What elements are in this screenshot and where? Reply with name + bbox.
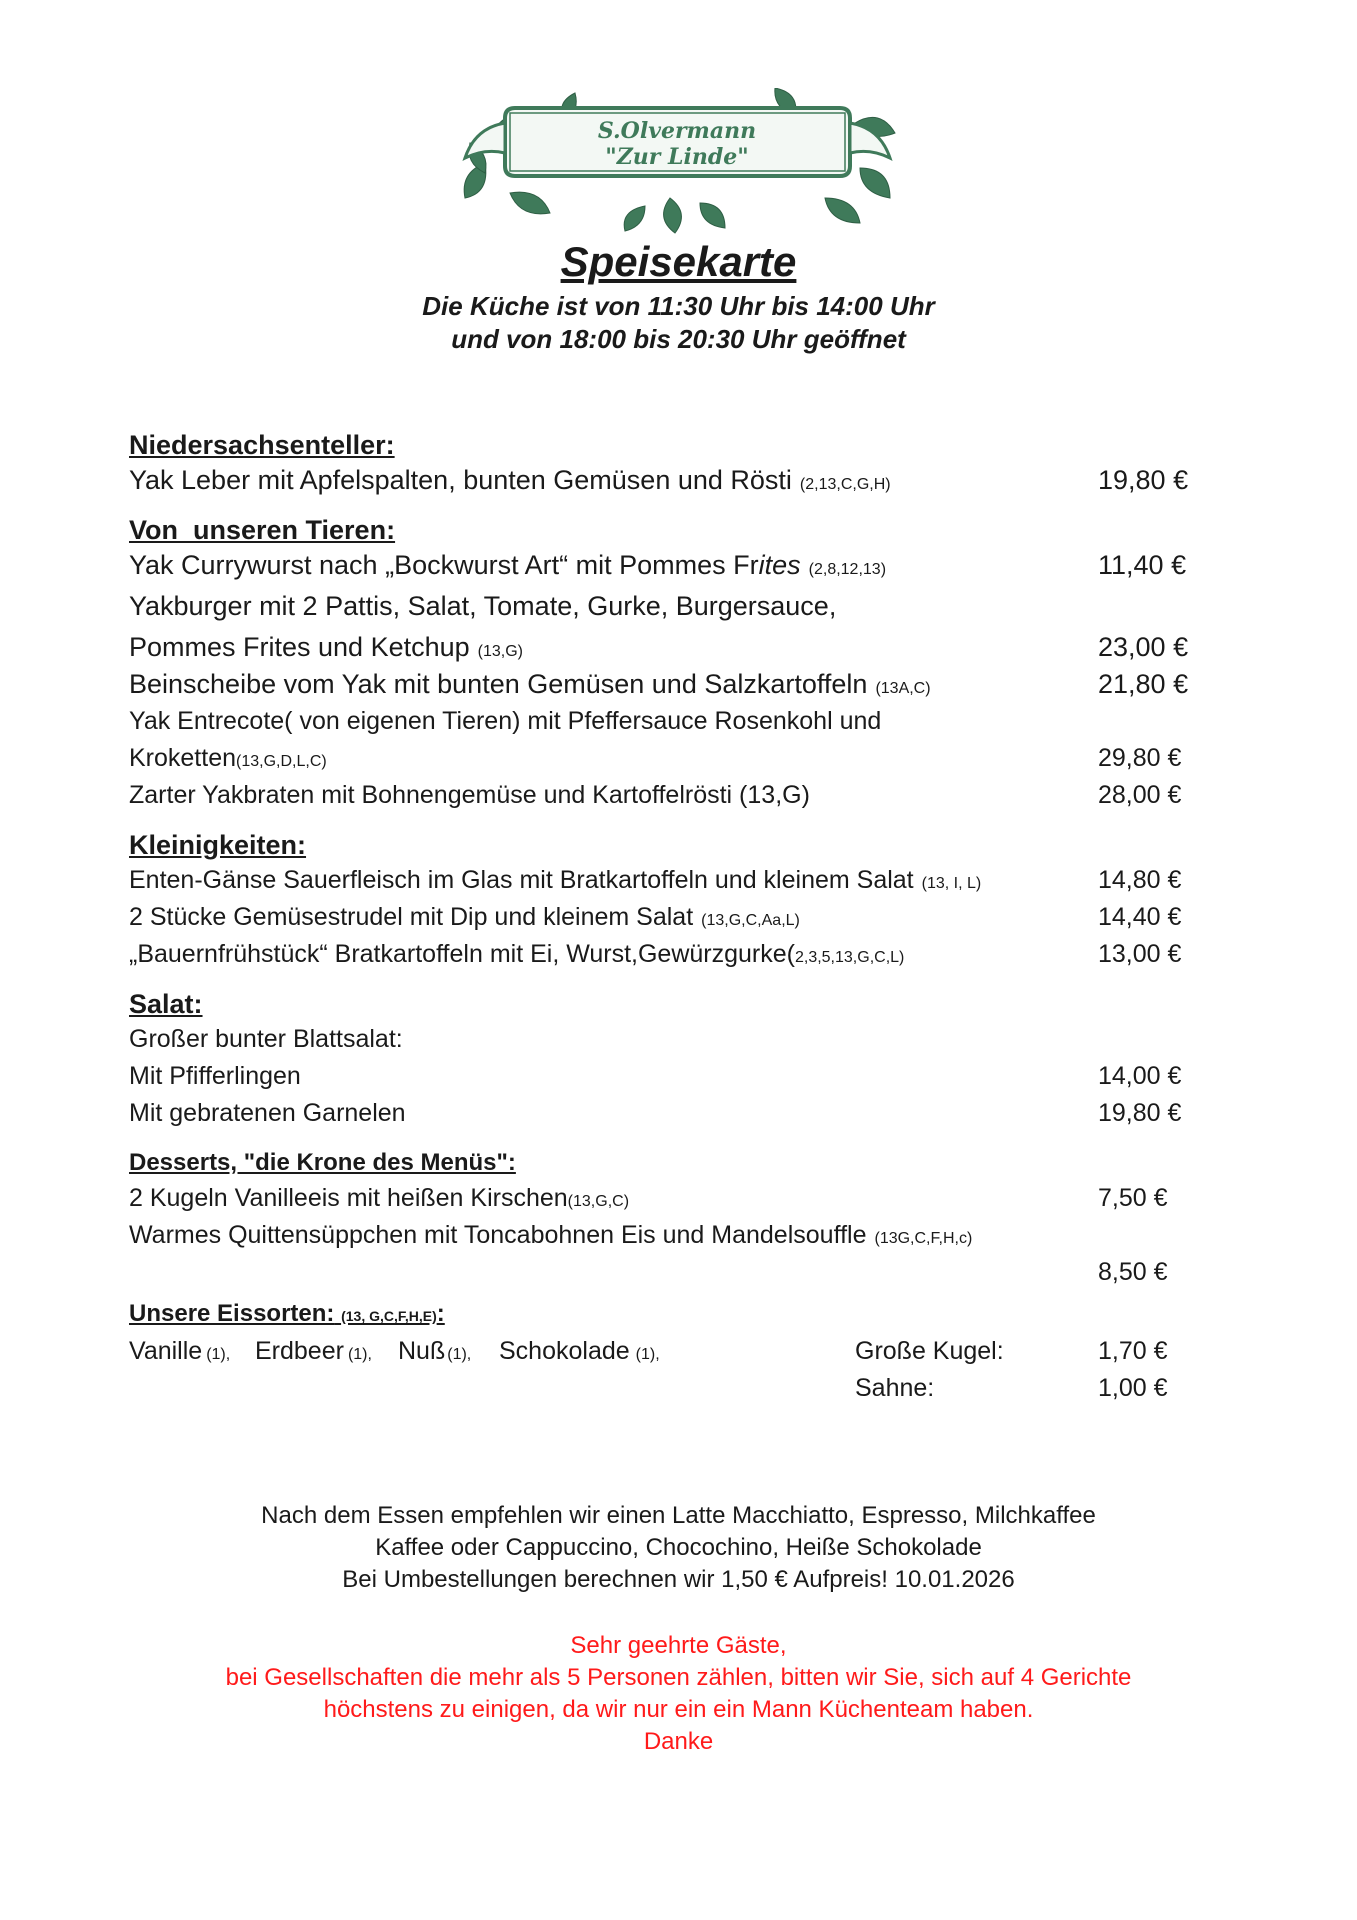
item-name: Zarter Yakbraten mit Bohnengemüse und Kartoffelrösti (13,G) [129,781,810,809]
item-allergens: (13A,C) [875,680,931,697]
item-price: 14,40 € [1098,903,1182,931]
section-heading-kleinigkeiten: Kleinigkeiten: [129,830,307,860]
menu-item [129,1217,1219,1254]
menu-item [129,1180,1219,1217]
svg-text:"Zur Linde": "Zur Linde" [605,144,749,170]
section-heading-niedersachsen: Niedersachsenteller: [129,430,395,460]
item-name: Pommes Frites und Ketchup [129,632,470,662]
item-price: 8,50 € [1098,1258,1168,1286]
opening-hours-line-2: und von 18:00 bis 20:30 Uhr geöffnet [451,324,906,354]
item-allergens: (13,G) [477,643,523,660]
ice-price: 1,70 € [1098,1337,1168,1365]
notice-line: Sehr geehrte Gäste, [570,1632,787,1659]
item-allergens: (13,G,C,Aa,L) [701,912,800,929]
item-price: 28,00 € [1098,781,1182,809]
item-name: Mit gebratenen Garnelen [129,1099,406,1127]
section-heading-desserts: Desserts, "die Krone des Menüs": [129,1149,516,1176]
item-name: Kroketten [129,744,237,772]
section-heading-salat: Salat: [129,989,203,1019]
item-name: „Bauernfrühstück“ Bratkartoffeln mit Ei, Wurst,Gewürzgurke( [129,940,795,968]
item-name-italic: ites [758,550,801,580]
item-name: Warmes Quittensüppchen mit Toncabohnen Eis und Mandelsouffle [129,1221,867,1249]
svg-text:S.Olvermann: S.Olvermann [597,118,757,144]
menu-item [129,629,1219,666]
footer-line: Bei Umbestellungen berechnen wir 1,50 € Aufpreis! 10.01.2026 [342,1566,1015,1593]
item-price: 11,40 € [1098,550,1187,580]
item-price: 14,80 € [1098,866,1182,894]
notice-line: bei Gesellschaften die mehr als 5 Personen zählen, bitten wir Sie, sich auf 4 Gerichte [225,1664,1132,1691]
menu-item [129,936,1219,973]
menu-item [129,666,1219,703]
footer-line: Nach dem Essen empfehlen wir einen Latte Macchiatto, Espresso, Milchkaffee [261,1502,1096,1529]
menu-item [129,899,1219,936]
menu-item [129,588,1219,625]
item-price: 19,80 € [1098,465,1189,495]
menu-item [129,462,1219,499]
ice-price-label: Große Kugel: [855,1337,1004,1365]
page-title: Speisekarte [560,238,797,285]
menu-item [129,777,1219,814]
section-heading-eis: Unsere Eissorten: (13, G,C,F,H,E): [129,1300,445,1327]
item-allergens: (13G,C,F,H,c) [874,1230,973,1247]
item-name: 2 Stücke Gemüsestrudel mit Dip und kleinem Salat [129,903,694,931]
item-name: Yak Entrecote( von eigenen Tieren) mit Pfeffersauce Rosenkohl und [129,707,882,735]
menu-item [129,703,1219,740]
item-allergens: (2,8,12,13) [808,561,887,578]
item-name: Enten-Gänse Sauerfleisch im Glas mit Bratkartoffeln und kleinem Salat [129,866,914,894]
menu-item [129,1021,1219,1058]
ice-flavor: Erdbeer (1), [255,1337,372,1365]
item-price: 23,00 € [1098,632,1189,662]
menu-item [129,740,1219,777]
item-name: Mit Pfifferlingen [129,1062,301,1090]
item-price: 14,00 € [1098,1062,1182,1090]
item-name: Yak Currywurst nach „Bockwurst Art“ mit Pommes Fr [129,550,759,580]
item-allergens: (13, I, L) [921,875,982,892]
item-name: Yak Leber mit Apfelspalten, bunten Gemüsen und Rösti [129,465,792,495]
ice-flavor: Vanille (1), [129,1337,231,1365]
item-price: 19,80 € [1098,1099,1182,1127]
item-name: Großer bunter Blattsalat: [129,1025,403,1053]
menu-item [129,1058,1219,1095]
menu-item [129,862,1219,899]
ice-flavor: Schokolade (1), [499,1337,660,1365]
menu-item [129,1095,1219,1132]
ice-flavors-row [129,1333,1219,1370]
ice-flavor: Nuß (1), [398,1337,472,1365]
item-allergens: (13,G,C) [567,1193,630,1210]
item-price: 21,80 € [1098,669,1189,699]
notice-line: höchstens zu einigen, da wir nur ein ein Mann Küchenteam haben. [323,1696,1034,1723]
item-name: Yakburger mit 2 Pattis, Salat, Tomate, Gurke, Burgersauce, [129,591,837,621]
restaurant-logo [455,88,900,238]
item-price: 7,50 € [1098,1184,1168,1212]
menu-item [129,1254,1219,1291]
item-allergens: 2,3,5,13,G,C,L) [794,949,905,966]
item-price: 13,00 € [1098,940,1182,968]
item-allergens: (13,G,D,L,C) [236,753,327,770]
item-name: 2 Kugeln Vanilleeis mit heißen Kirschen [129,1184,568,1212]
ice-price: 1,00 € [1098,1374,1168,1402]
item-price: 29,80 € [1098,744,1182,772]
ice-prices-row [129,1370,1219,1407]
opening-hours-line-1: Die Küche ist von 11:30 Uhr bis 14:00 Uhr [422,291,935,321]
menu-item [129,547,1219,584]
heading-allergens: (13, G,C,F,H,E) [341,1308,437,1324]
section-heading-tiere: Von unseren Tieren: [129,515,396,545]
item-allergens: (2,13,C,G,H) [799,476,891,493]
menu-list [129,422,1219,1407]
footer-line: Kaffee oder Cappuccino, Chocochino, Heiße Schokolade [375,1534,982,1561]
item-name: Beinscheibe vom Yak mit bunten Gemüsen und Salzkartoffeln [129,669,868,699]
ice-price-label: Sahne: [855,1374,935,1402]
notice-line: Danke [643,1728,714,1755]
